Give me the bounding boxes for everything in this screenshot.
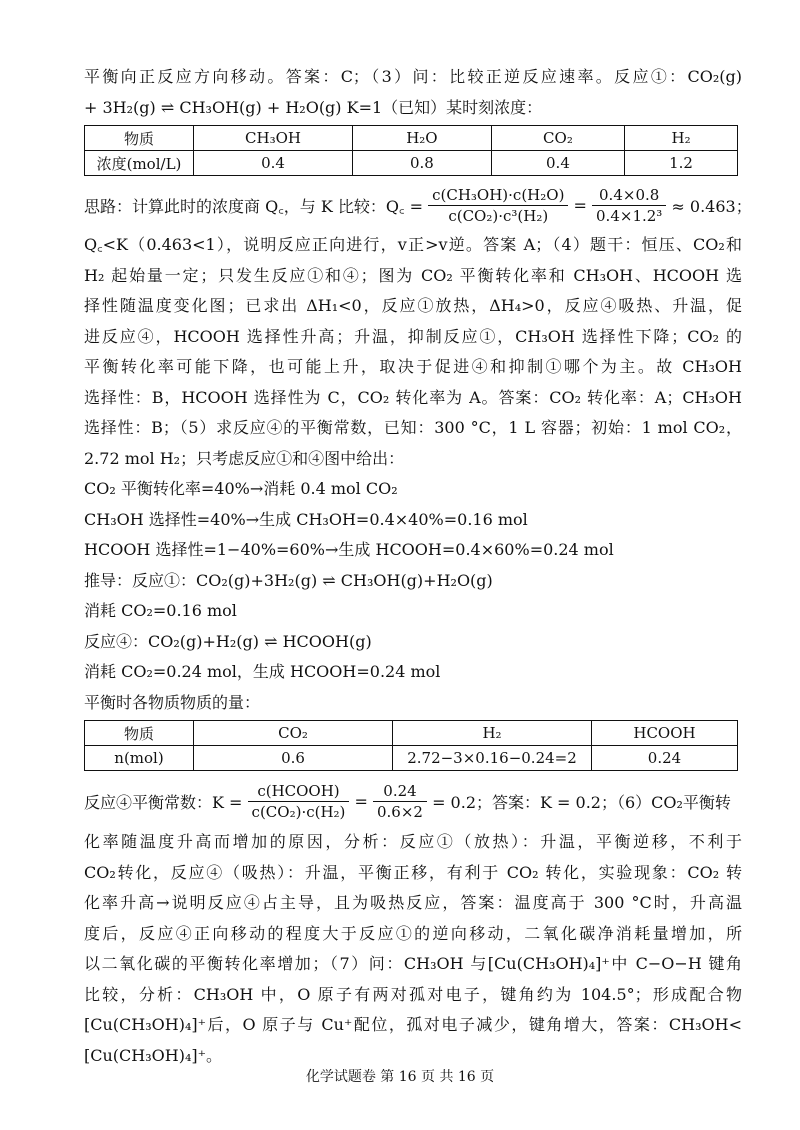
table-cell: CO₂ [194,721,393,746]
formula-suffix: = 0.2；答案：K = 0.2；（6）CO₂平衡转 [432,792,731,812]
numerator: c(CH₃OH)·c(H₂O) [428,185,568,206]
table-row [85,151,738,176]
text-line: 选择性：B；（5）求反应④的平衡常数，已知：300 °C，1 L 容器；初始：1 mol CO₂， [84,418,742,437]
text-line: 化率升高→说明反应④占主导，且为吸热反应，答案：温度高于 300 °C时，升高温 [84,893,742,912]
text-line: [Cu(CH₃OH)₄]⁺。 [84,1045,223,1065]
table-cell: CO₂ [491,126,624,151]
table-cell: H₂O [353,126,492,151]
text-line: 度后，反应④正向移动的程度大于反应①的逆向移动，二氧化碳净消耗量增加，所 [84,923,742,943]
table-cell: 0.8 [353,151,492,176]
text-line: 进反应④，HCOOH 选择性升高；升温，抑制反应①，CH₃OH 选择性下降；CO₂ 的 [84,326,742,346]
answer-page [84,62,752,1071]
table-cell: n(mol) [85,746,194,771]
text-line: + 3H₂(g) ⇌ CH₃OH(g) + H₂O(g) K=1（已知）某时刻浓度： [84,97,543,117]
formula-suffix: ≈ 0.463； [671,196,752,216]
text-line: CH₃OH 选择性=40%→生成 CH₃OH=0.4×40%=0.16 mol [84,509,528,529]
text-line: Q꜀<K（0.463<1），说明反应正向进行，v正>v逆。答案 A；（4）题干：恒压、CO₂和 [84,235,742,254]
text-line: 以二氧化碳的平衡转化率增加；（7）问：CH₃OH 与[Cu(CH₃OH)₄]⁺中 C−O−H 键角 [84,954,742,973]
text-line: 推导：反应①：CO₂(g)+3H₂(g) ⇌ CH₃OH(g)+H₂O(g) [84,570,493,590]
text-line: H₂ 起始量一定；只发生反应①和④；图为 CO₂ 平衡转化率和 CH₃OH、HCOOH 选 [84,265,742,285]
table-cell: 浓度(mol/L) [85,151,194,176]
text-line: CO₂ 平衡转化率=40%→消耗 0.4 mol CO₂ [84,479,398,498]
denominator: c(CO₂)·c(H₂) [251,802,346,821]
qc-formula: 思路：计算此时的浓度商 Q꜀，与 K 比较：Q꜀ = $\frac{\text{c(CH₃OH)·c(H₂O)}}{\text{c(CO₂)·c³(H₂)}}$ = $\frac{0.4\times 0.8}{\text{0.4×1.2³}}$ ≈ 0.463； [84,185,752,225]
table-row [85,746,738,771]
text-line: 消耗 CO₂=0.16 mol [84,601,237,620]
concentration-table [84,125,738,176]
numerator: 0.24 [373,781,427,802]
denominator: 0.4×1.2³ [596,206,663,225]
table-cell: H₂ [625,126,738,151]
table-cell: 0.4 [194,151,353,176]
table-header-row [85,721,738,746]
denominator: 0.6×2 [377,802,423,821]
table-cell: 物质 [85,721,194,746]
text-line: 平衡转化率可能下降，也可能上升，取决于促进④和抑制①哪个为主。故 CH₃OH [84,357,742,376]
formula-prefix: 思路：计算此时的浓度商 Q꜀，与 K 比较：Q꜀ = [84,196,424,216]
text-line: 反应④：CO₂(g)+H₂(g) ⇌ HCOOH(g) [84,631,372,651]
text-line: 平衡向正反应方向移动。答案：C；（3）问：比较正逆反应速率。反应①：CO₂(g) [84,67,742,86]
table-cell: HCOOH [592,721,738,746]
table-cell: CH₃OH [194,126,353,151]
table-cell: 0.6 [194,746,393,771]
text-line: 2.72 mol H₂；只考虑反应①和④图中给出： [84,448,405,468]
page-footer: 化学试题卷 第 16 页 共 16 页 [305,1069,495,1085]
table-cell: 1.2 [625,151,738,176]
formula-prefix: 反应④平衡常数：K = [84,792,243,812]
text-line: [Cu(CH₃OH)₄]⁺后，O 原子与 Cu⁺配位，孤对电子减少，键角增大，答案：CH₃OH< [84,1015,742,1034]
text-line: 择性随温度变化图；已求出 ΔH₁<0，反应①放热，ΔH₄>0，反应④吸热、升温，促 [84,296,742,315]
numerator: c(HCOOH) [248,781,350,802]
table-header-row [85,126,738,151]
fraction [428,185,568,226]
fraction [248,781,350,822]
text-line: 平衡时各物质物质的量： [84,692,261,712]
fraction [373,781,427,822]
text-line: 化率随温度升高而增加的原因，分析：反应①（放热）：升温，平衡逆移，不利于 [84,832,742,851]
equilibrium-amount-table [84,720,738,771]
text-line: 比较，分析：CH₃OH 中，O 原子有两对孤对电子，键角约为 104.5°；形成配合物 [84,984,742,1004]
numerator: 0.4×0.8 [592,185,666,206]
table-cell: 2.72−3×0.16−0.24=2 [393,746,592,771]
denominator: c(CO₂)·c³(H₂) [448,206,549,225]
text-line: 消耗 CO₂=0.24 mol，生成 HCOOH=0.24 mol [84,662,441,681]
k-formula: 反应④平衡常数：K = $\frac{\text{c(HCOOH)}}{\text{c(CO₂)·c(H₂)}}$ = $\frac{0.24}{0.6\times 2}$ = 0.2；答案：K = 0.2；（6）CO₂平衡转 [84,781,731,821]
table-cell: 物质 [85,126,194,151]
text-line: HCOOH 选择性=1−40%=60%→生成 HCOOH=0.4×60%=0.24 mol [84,540,614,559]
table-cell: H₂ [393,721,592,746]
table-cell: 0.24 [592,746,738,771]
text-line: 选择性：B，HCOOH 选择性为 C，CO₂ 转化率为 A。答案：CO₂ 转化率：A；CH₃OH [84,387,742,407]
table-cell: 0.4 [491,151,624,176]
fraction [592,185,666,226]
text-line: CO₂转化，反应④（吸热）：升温，平衡正移，有利于 CO₂ 转化，实验现象：CO₂ 转 [84,862,742,882]
